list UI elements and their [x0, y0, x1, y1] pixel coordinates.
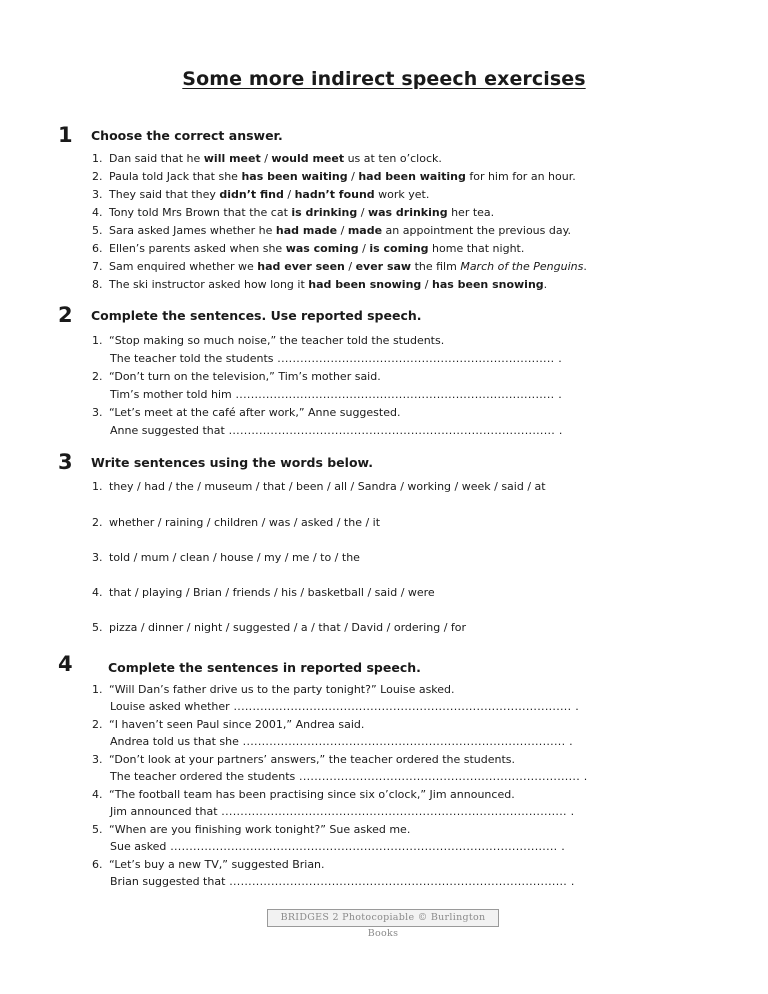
s2-quote: 2. “Don’t turn on the television,” Tim’s mother said.: [92, 370, 381, 383]
s1-item: 5. Sara asked James whether he had made / made an appointment the previous day.: [92, 224, 572, 237]
s2-answer-line[interactable]: Tim’s mother told him .................................................................................... .: [110, 388, 563, 401]
s2-quote: 1. “Stop making so much noise,” the teacher told the students.: [92, 334, 445, 347]
s4-quote: 5. “When are you finishing work tonight?” Sue asked me.: [92, 823, 411, 836]
section-3-number: 3: [58, 450, 73, 474]
s4-quote: 2. “I haven’t seen Paul since 2001,” Andrea said.: [92, 718, 365, 731]
s4-answer-line[interactable]: Jim announced that ........................................................................................... .: [110, 805, 575, 818]
s4-quote: 3. “Don’t look at your partners’ answers,” the teacher ordered the students.: [92, 753, 516, 766]
section-2-number: 2: [58, 303, 73, 327]
s4-quote: 4. “The football team has been practising since six o’clock,” Jim announced.: [92, 788, 515, 801]
s1-item: 1. Dan said that he will meet / would meet us at ten o’clock.: [92, 152, 442, 165]
s2-quote: 3. “Let’s meet at the café after work,” Anne suggested.: [92, 406, 401, 419]
section-3-instruction: Write sentences using the words below.: [91, 455, 374, 470]
s4-answer-line[interactable]: Sue asked ...................................................................................................... .: [110, 840, 566, 853]
s2-answer-line[interactable]: The teacher told the students ......................................................................... .: [110, 352, 563, 365]
s1-item: 3. They said that they didn’t find / hadn’t found work yet.: [92, 188, 430, 201]
section-4-number: 4: [58, 652, 73, 676]
s3-item: 3. told / mum / clean / house / my / me / to / the: [92, 551, 360, 564]
s1-item: 2. Paula told Jack that she has been waiting / had been waiting for him for an hour.: [92, 170, 576, 183]
s3-item: 4. that / playing / Brian / friends / his / basketball / said / were: [92, 586, 435, 599]
s1-item: 7. Sam enquired whether we had ever seen / ever saw the film March of the Penguins.: [92, 260, 587, 273]
s4-answer-line[interactable]: Andrea told us that she ..................................................................................... .: [110, 735, 573, 748]
section-1-number: 1: [58, 123, 73, 147]
s3-item: 5. pizza / dinner / night / suggested / a / that / David / ordering / for: [92, 621, 467, 634]
s4-quote: 1. “Will Dan’s father drive us to the party tonight?” Louise asked.: [92, 683, 455, 696]
photocopiable-footer: BRIDGES 2 Photocopiable © Burlington Books: [267, 909, 499, 927]
page-title: Some more indirect speech exercises: [182, 68, 586, 90]
section-2-instruction: Complete the sentences. Use reported speech.: [91, 308, 422, 323]
s1-item: 8. The ski instructor asked how long it had been snowing / has been snowing.: [92, 278, 548, 291]
s1-item: 6. Ellen’s parents asked when she was coming / is coming home that night.: [92, 242, 525, 255]
s4-answer-line[interactable]: Brian suggested that ......................................................................................... .: [110, 875, 575, 888]
section-1-instruction: Choose the correct answer.: [91, 128, 283, 143]
s4-quote: 6. “Let’s buy a new TV,” suggested Brian.: [92, 858, 325, 871]
section-4-instruction: Complete the sentences in reported speech.: [108, 660, 421, 675]
s2-answer-line[interactable]: Anne suggested that ...................................................................................... .: [110, 424, 563, 437]
s1-item: 4. Tony told Mrs Brown that the cat is drinking / was drinking her tea.: [92, 206, 495, 219]
s3-item: 1. they / had / the / museum / that / been / all / Sandra / working / week / said / at: [92, 480, 546, 493]
s4-answer-line[interactable]: The teacher ordered the students .......................................................................... .: [110, 770, 588, 783]
s4-answer-line[interactable]: Louise asked whether ......................................................................................... .: [110, 700, 579, 713]
s3-item: 2. whether / raining / children / was / asked / the / it: [92, 516, 381, 529]
